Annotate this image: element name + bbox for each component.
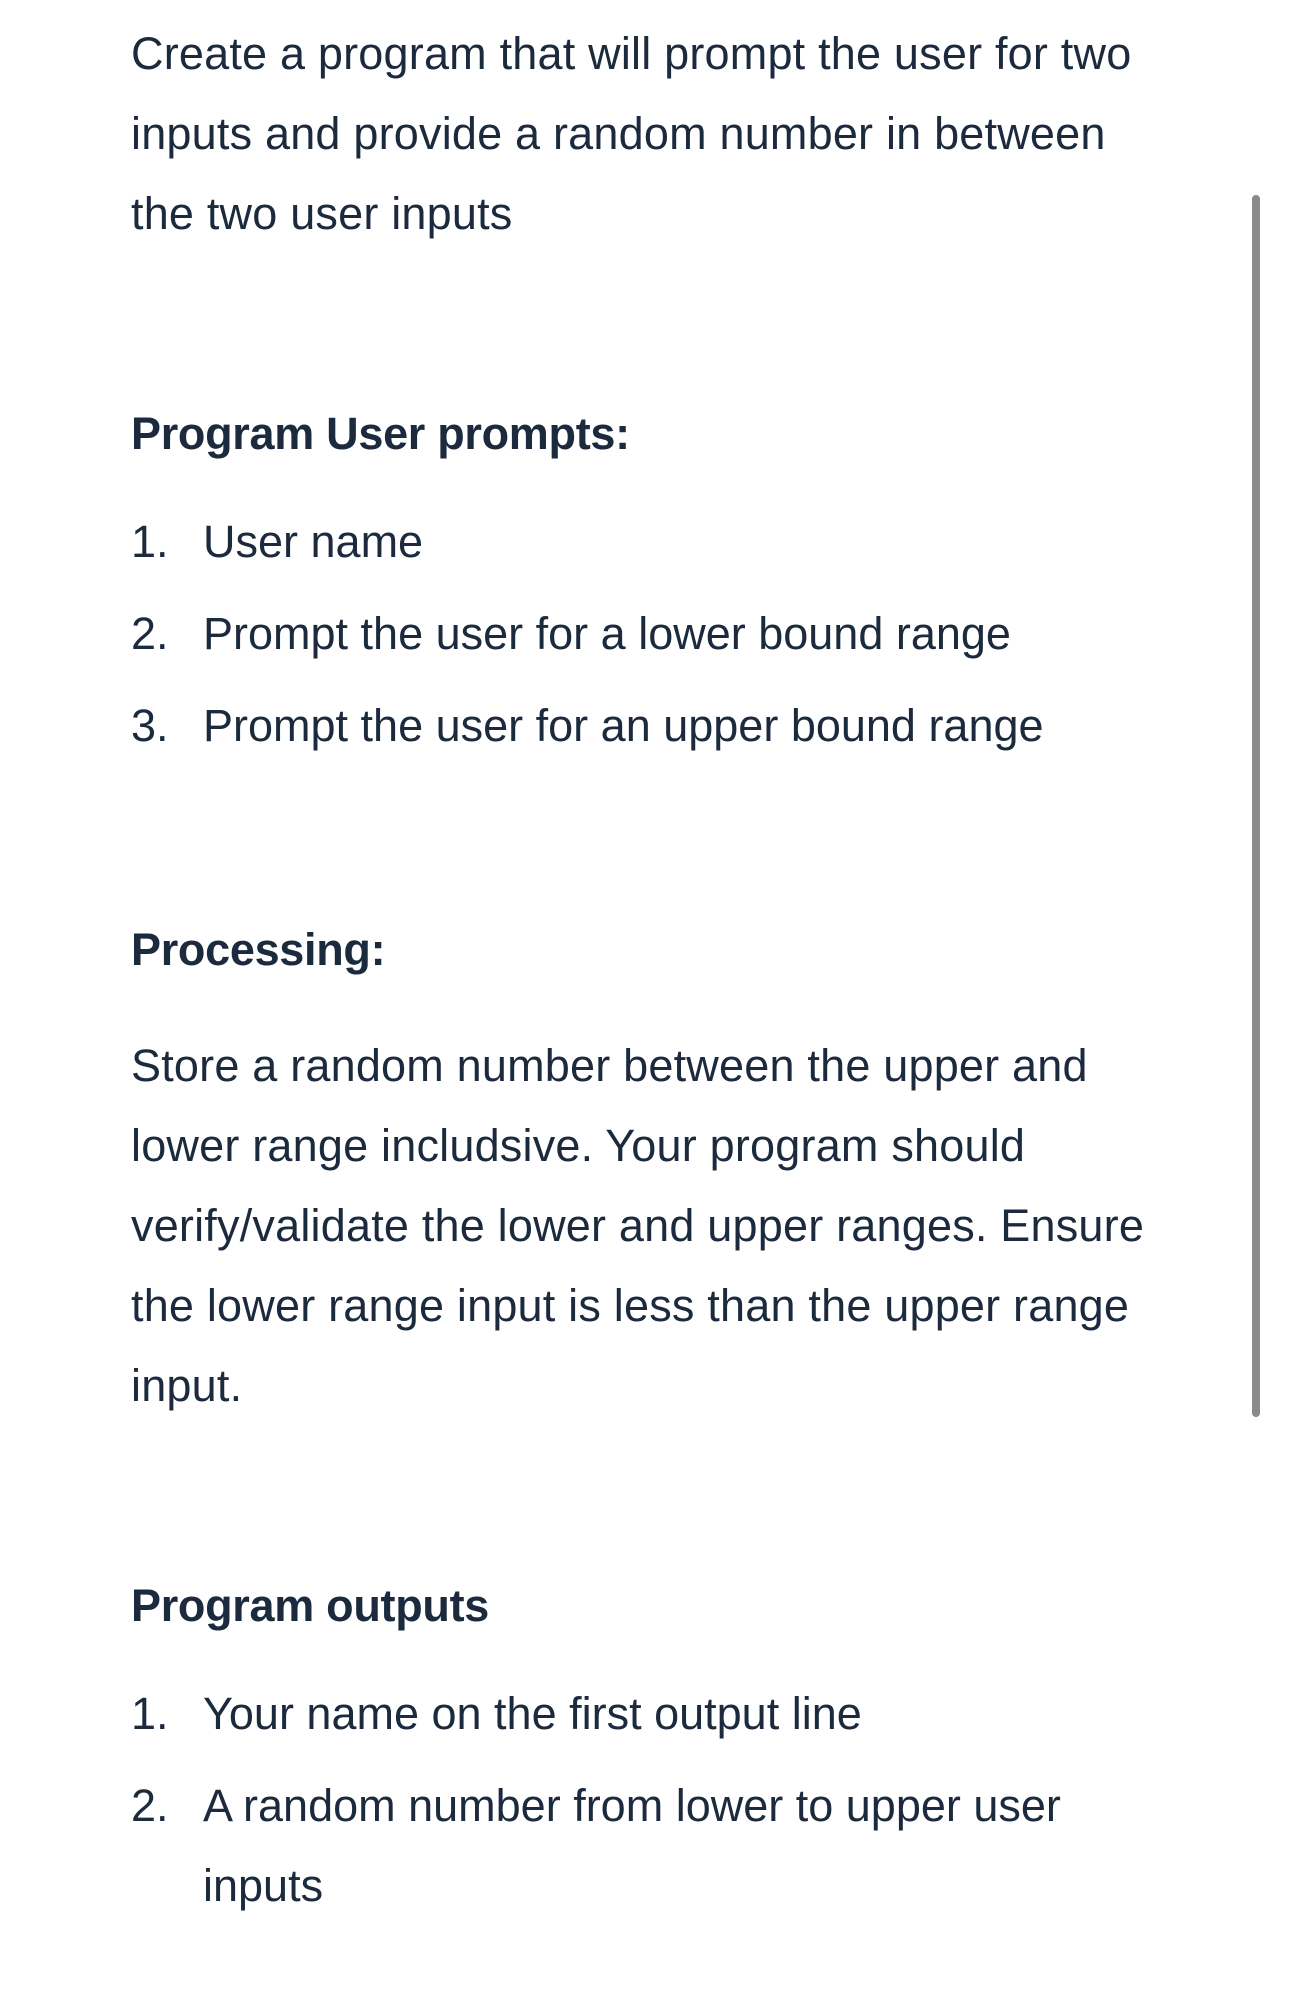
list-item-text: A random number from lower to upper user inputs [203, 1780, 1061, 1911]
list-item [131, 1674, 1171, 1754]
prompts-heading: Program User prompts: [131, 408, 630, 459]
document-content [131, 14, 1171, 1938]
intro-paragraph: Create a program that will prompt the user for two inputs and provide a random number in between the two user inputs [131, 28, 1132, 239]
processing-paragraph: Store a random number between the upper and lower range includsive. Your program should verify/validate the lower and upper ranges. Ensure the lower range input is less than the upper range input. [131, 1040, 1145, 1411]
list-item-text: User name [203, 516, 424, 567]
list-item-text: Prompt the user for a lower bound range [203, 608, 1011, 659]
list-number: 2. [131, 1780, 169, 1831]
list-number: 1. [131, 516, 169, 567]
processing-heading: Processing: [131, 924, 386, 975]
outputs-list [131, 1674, 1171, 1926]
list-number: 1. [131, 1688, 169, 1739]
scrollbar[interactable] [1252, 195, 1260, 1417]
list-number: 2. [131, 608, 169, 659]
list-item [131, 502, 1171, 582]
list-item [131, 686, 1171, 766]
list-number: 3. [131, 700, 169, 751]
outputs-heading: Program outputs [131, 1580, 490, 1631]
prompts-list [131, 502, 1171, 766]
list-item [131, 1766, 1171, 1926]
list-item-text: Your name on the first output line [203, 1688, 862, 1739]
list-item [131, 594, 1171, 674]
list-item-text: Prompt the user for an upper bound range [203, 700, 1044, 751]
